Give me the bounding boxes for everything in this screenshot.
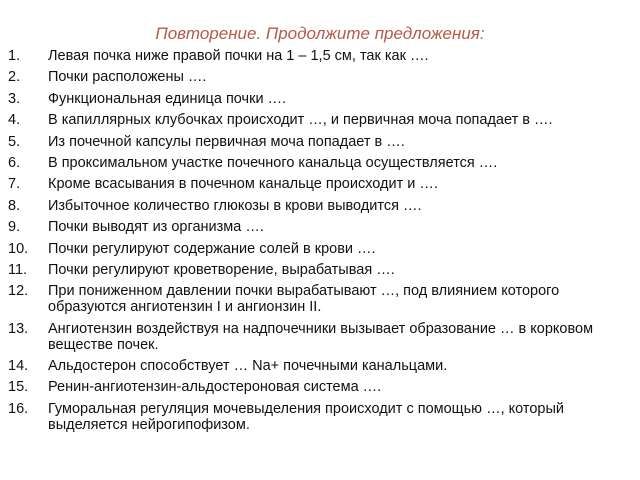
list-item (8, 134, 634, 150)
item-number: 13. (8, 320, 29, 337)
item-number: 11. (8, 261, 28, 278)
item-text: При пониженном давлении почки вырабатывают …, под влиянием которого образуются ангиотензин I и ангионзин II. (48, 283, 560, 316)
item-number: 14. (8, 358, 29, 375)
item-text: Альдостерон способствует … Na+ почечными канальцами. (48, 358, 448, 375)
item-text: Ангиотензин воздействуя на надпочечники вызывает образование … в корковом веществе почек. (48, 320, 594, 353)
item-number: 5. (8, 133, 21, 150)
item-number: 8. (8, 197, 21, 214)
list-item (8, 358, 634, 374)
list-item (8, 155, 634, 171)
item-text: Из почечной капсулы первичная моча попадает в …. (48, 133, 405, 150)
item-number: 16. (8, 400, 29, 417)
item-text: Левая почка ниже правой почки на 1 – 1,5 см, так как …. (48, 48, 429, 64)
item-number: 10. (8, 240, 29, 257)
item-text: Почки выводят из организма …. (48, 219, 264, 236)
item-text: Почки регулируют кроветворение, вырабатывая …. (48, 261, 395, 278)
item-number: 2. (8, 69, 21, 86)
list-item (8, 262, 634, 278)
item-number: 3. (8, 90, 21, 107)
list-item (8, 283, 634, 315)
item-number: 7. (8, 176, 21, 193)
list-item (8, 379, 634, 395)
item-text: Кроме всасывания в почечном канальце происходит и …. (48, 176, 438, 193)
item-text: Избыточное количество глюкозы в крови выводится …. (48, 197, 422, 214)
item-number: 1. (8, 48, 21, 64)
sentence-list (8, 48, 634, 438)
list-item (8, 48, 634, 64)
list-item (8, 112, 634, 128)
item-text: Функциональная единица почки …. (48, 90, 287, 107)
item-number: 9. (8, 219, 21, 236)
list-item (8, 91, 634, 107)
item-text: Почки расположены …. (48, 69, 207, 86)
item-text: В капиллярных клубочках происходит …, и первичная моча попадает в …. (48, 112, 553, 129)
item-number: 12. (8, 283, 29, 300)
list-item (8, 176, 634, 192)
item-text: Ренин-ангиотензин-альдостероновая система …. (48, 379, 382, 396)
list-item (8, 321, 634, 353)
list-item (8, 198, 634, 214)
item-number: 15. (8, 379, 29, 396)
item-number: 4. (8, 112, 21, 129)
slide-title: Повторение. Продолжите предложения: (155, 24, 485, 43)
list-item (8, 401, 634, 433)
item-text: Гуморальная регуляция мочевыделения происходит с помощью …, который выделяется нейрогипофизом. (48, 400, 565, 433)
list-item (8, 219, 634, 235)
list-item (8, 69, 634, 85)
item-number: 6. (8, 154, 21, 171)
item-text: Почки регулируют содержание солей в крови …. (48, 240, 376, 257)
list-item (8, 241, 634, 257)
item-text: В проксимальном участке почечного канальца осуществляется …. (48, 154, 498, 171)
